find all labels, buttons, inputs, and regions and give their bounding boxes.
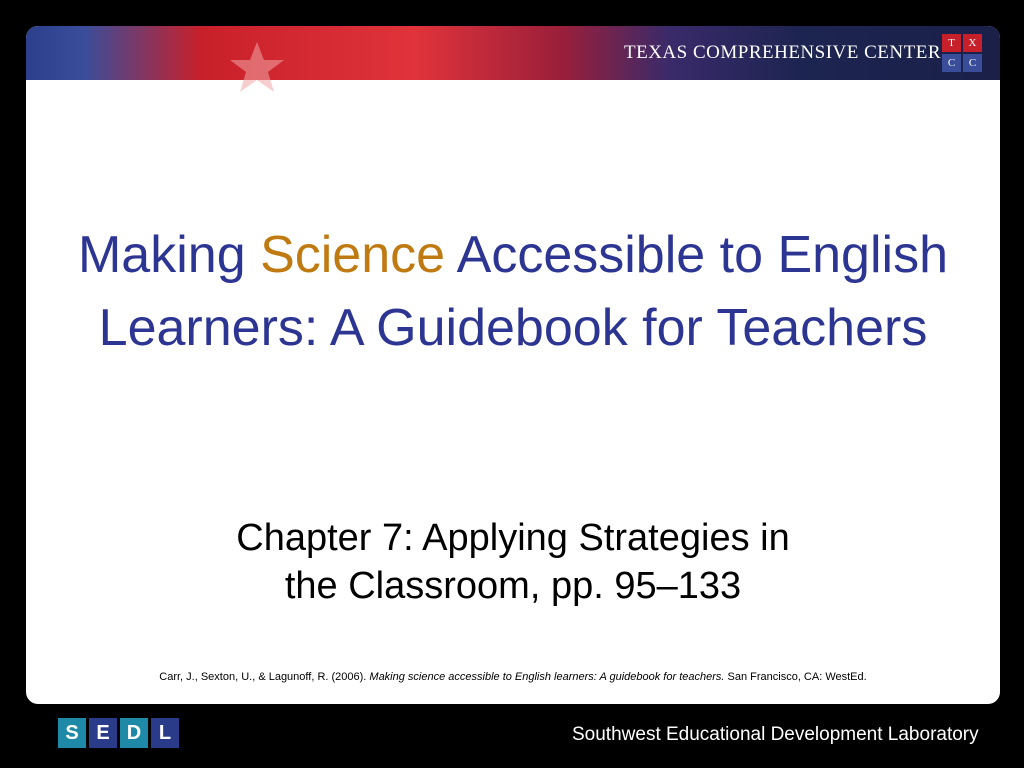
citation-publisher: San Francisco, CA: WestEd. (724, 671, 867, 683)
txcc-logo (942, 34, 982, 72)
logo-letter-x: X (963, 34, 982, 52)
citation (46, 670, 980, 684)
title-part2: Accessible to English Learners: A Guidebook for Teachers (98, 226, 948, 357)
citation-authors: Carr, J., Sexton, U., & Lagunoff, R. (2006). (159, 671, 370, 683)
citation-book-title: Making science accessible to English learners: A guidebook for teachers. (369, 671, 725, 683)
sedl-letter-d: D (120, 718, 148, 748)
star-icon (226, 42, 288, 92)
sedl-letter-s: S (58, 718, 86, 748)
slide-subtitle (126, 514, 900, 610)
banner-wave (26, 66, 1000, 84)
sedl-logo (58, 718, 179, 748)
org-name: Southwest Educational Development Laboratory (572, 724, 979, 745)
center-name: TEXAS COMPREHENSIVE CENTER (624, 42, 942, 63)
slide (26, 26, 1000, 704)
sedl-letter-e: E (89, 718, 117, 748)
logo-letter-c1: C (942, 54, 961, 72)
logo-letter-c2: C (963, 54, 982, 72)
subtitle-line2: the Classroom, pp. 95–133 (284, 565, 742, 607)
slide-title (66, 219, 960, 365)
title-accent-word: Science (260, 226, 446, 284)
sedl-letter-l: L (151, 718, 179, 748)
subtitle-line1: Chapter 7: Applying Strategies in (236, 517, 790, 559)
title-part1: Making (77, 226, 261, 284)
logo-letter-t: T (942, 34, 961, 52)
